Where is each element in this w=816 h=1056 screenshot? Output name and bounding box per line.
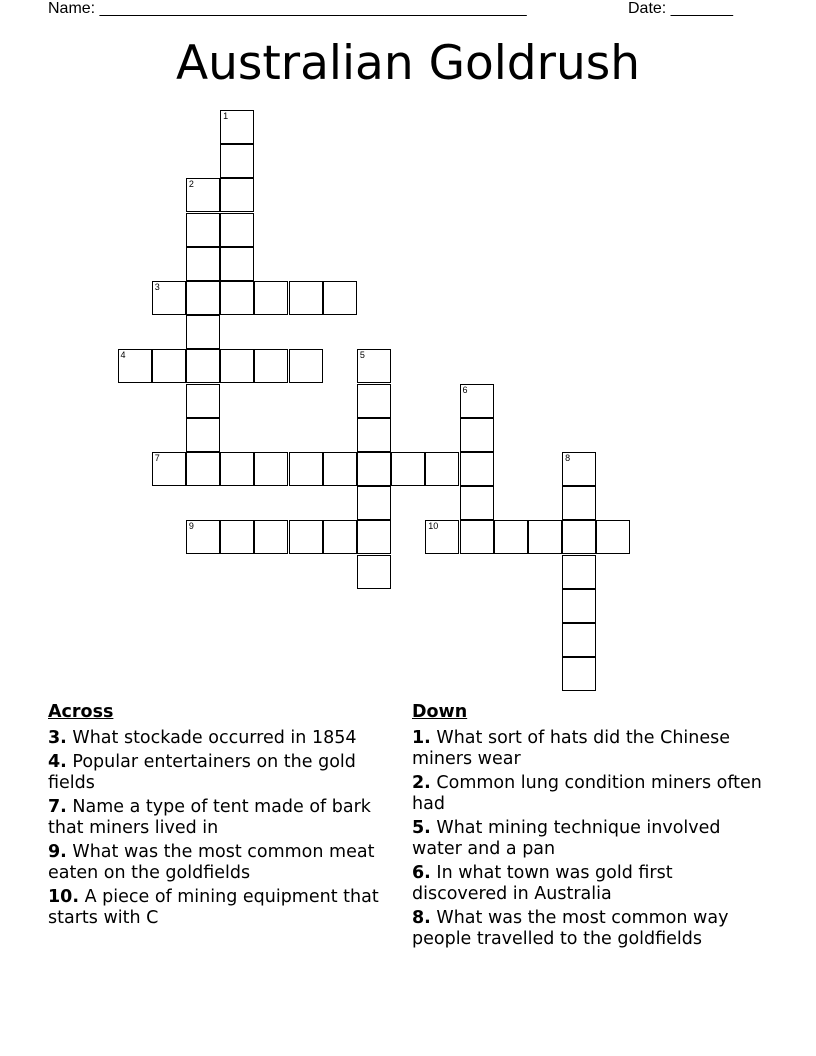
grid-cell[interactable] bbox=[186, 418, 220, 452]
clue-text: Common lung condition miners often had bbox=[412, 773, 762, 814]
grid-cell[interactable] bbox=[357, 486, 391, 520]
cell-number: 8 bbox=[565, 453, 571, 463]
grid-cell[interactable] bbox=[391, 452, 425, 486]
grid-cell[interactable] bbox=[357, 555, 391, 589]
cell-number: 3 bbox=[154, 282, 160, 292]
grid-cell[interactable] bbox=[186, 384, 220, 418]
grid-cell[interactable] bbox=[186, 281, 220, 315]
grid-cell[interactable] bbox=[220, 178, 254, 212]
grid-cell[interactable] bbox=[254, 281, 288, 315]
cell-number: 9 bbox=[188, 521, 194, 532]
grid-cell[interactable] bbox=[596, 520, 630, 554]
grid-cell[interactable] bbox=[289, 452, 323, 486]
grid-cell[interactable] bbox=[220, 349, 254, 383]
cell-number: 10 bbox=[428, 521, 439, 532]
grid-cell[interactable] bbox=[562, 520, 596, 554]
grid-cell[interactable] bbox=[289, 349, 323, 383]
clue-number: 6. bbox=[412, 863, 431, 883]
grid-cell[interactable] bbox=[152, 452, 186, 486]
grid-cell[interactable] bbox=[289, 281, 323, 315]
page-title: Australian Goldrush bbox=[175, 36, 641, 91]
clue-text: In what town was gold first discovered in Australia bbox=[412, 863, 673, 904]
across-heading: Across bbox=[48, 702, 114, 722]
name-field-label: Name: ________________________________________________ bbox=[48, 0, 527, 17]
clue-across-7 bbox=[48, 797, 393, 839]
cell-number: 1 bbox=[223, 111, 229, 121]
cell-number: 6 bbox=[462, 384, 468, 395]
grid-cell[interactable] bbox=[494, 520, 528, 554]
grid-cell[interactable] bbox=[186, 247, 220, 281]
clue-number: 5. bbox=[412, 818, 431, 838]
grid-cell[interactable] bbox=[220, 520, 254, 554]
clue-text: What was the most common meat eaten on the goldfields bbox=[48, 842, 375, 883]
clue-across-10 bbox=[48, 887, 393, 929]
grid-cell[interactable] bbox=[562, 589, 596, 623]
clue-number: 7. bbox=[48, 797, 67, 817]
clue-number: 8. bbox=[412, 908, 431, 928]
grid-cell[interactable] bbox=[460, 384, 494, 418]
clue-down-1 bbox=[412, 728, 772, 770]
grid-cell[interactable] bbox=[220, 281, 254, 315]
grid-cell[interactable] bbox=[357, 349, 391, 383]
grid-cell[interactable] bbox=[562, 555, 596, 589]
grid-cell[interactable] bbox=[460, 418, 494, 452]
grid-cell[interactable] bbox=[357, 520, 391, 554]
grid-cell[interactable] bbox=[186, 520, 220, 554]
grid-cell[interactable] bbox=[254, 349, 288, 383]
cell-number: 2 bbox=[188, 179, 194, 190]
grid-cell[interactable] bbox=[323, 452, 357, 486]
grid-cell[interactable] bbox=[425, 520, 459, 554]
grid-cell[interactable] bbox=[460, 452, 494, 486]
grid-cell[interactable] bbox=[220, 110, 254, 144]
grid-cell[interactable] bbox=[357, 452, 391, 486]
grid-cell[interactable] bbox=[220, 213, 254, 247]
grid-cell[interactable] bbox=[186, 178, 220, 212]
grid-cell[interactable] bbox=[186, 349, 220, 383]
clue-text: Popular entertainers on the gold fields bbox=[48, 752, 356, 793]
clue-across-3 bbox=[48, 728, 393, 749]
grid-cell[interactable] bbox=[186, 315, 220, 349]
grid-cell[interactable] bbox=[323, 281, 357, 315]
clue-number: 2. bbox=[412, 773, 431, 793]
grid-cell[interactable] bbox=[562, 452, 596, 486]
grid-cell[interactable] bbox=[460, 486, 494, 520]
grid-cell[interactable] bbox=[528, 520, 562, 554]
clue-text: What mining technique involved water and a pan bbox=[412, 818, 721, 859]
grid-cell[interactable] bbox=[220, 144, 254, 178]
clue-number: 4. bbox=[48, 752, 67, 772]
grid-cell[interactable] bbox=[254, 452, 288, 486]
down-clues bbox=[412, 702, 772, 953]
cell-number: 7 bbox=[154, 453, 160, 463]
grid-cell[interactable] bbox=[220, 247, 254, 281]
grid-cell[interactable] bbox=[460, 520, 494, 554]
clue-text: Name a type of tent made of bark that miners lived in bbox=[48, 797, 371, 838]
grid-cell[interactable] bbox=[562, 623, 596, 657]
cell-number: 4 bbox=[120, 350, 126, 361]
grid-cell[interactable] bbox=[357, 384, 391, 418]
grid-cell[interactable] bbox=[254, 520, 288, 554]
clue-number: 1. bbox=[412, 728, 431, 748]
clue-text: What sort of hats did the Chinese miners wear bbox=[412, 728, 731, 769]
across-clues bbox=[48, 702, 393, 932]
grid-cell[interactable] bbox=[186, 452, 220, 486]
down-heading: Down bbox=[412, 702, 468, 722]
grid-cell[interactable] bbox=[289, 520, 323, 554]
clue-down-5 bbox=[412, 818, 772, 860]
grid-cell[interactable] bbox=[562, 486, 596, 520]
clue-down-6 bbox=[412, 863, 772, 905]
clue-down-2 bbox=[412, 773, 772, 815]
clue-number: 10. bbox=[48, 887, 80, 907]
clue-number: 3. bbox=[48, 728, 67, 748]
clue-text: What was the most common way people travelled to the goldfields bbox=[412, 908, 729, 949]
grid-cell[interactable] bbox=[152, 349, 186, 383]
grid-cell[interactable] bbox=[357, 418, 391, 452]
grid-cell[interactable] bbox=[562, 657, 596, 691]
grid-cell[interactable] bbox=[323, 520, 357, 554]
grid-cell[interactable] bbox=[152, 281, 186, 315]
clue-number: 9. bbox=[48, 842, 67, 862]
clue-across-9 bbox=[48, 842, 393, 884]
clue-text: A piece of mining equipment that starts with C bbox=[48, 887, 379, 928]
cell-number: 5 bbox=[359, 350, 365, 361]
clue-down-8 bbox=[412, 908, 772, 950]
grid-cell[interactable] bbox=[425, 452, 459, 486]
grid-cell[interactable] bbox=[186, 213, 220, 247]
clue-text: What stockade occurred in 1854 bbox=[72, 728, 357, 748]
grid-cell[interactable] bbox=[118, 349, 152, 383]
clue-across-4 bbox=[48, 752, 393, 794]
grid-cell[interactable] bbox=[220, 452, 254, 486]
date-field-label: Date: _______ bbox=[628, 0, 733, 17]
